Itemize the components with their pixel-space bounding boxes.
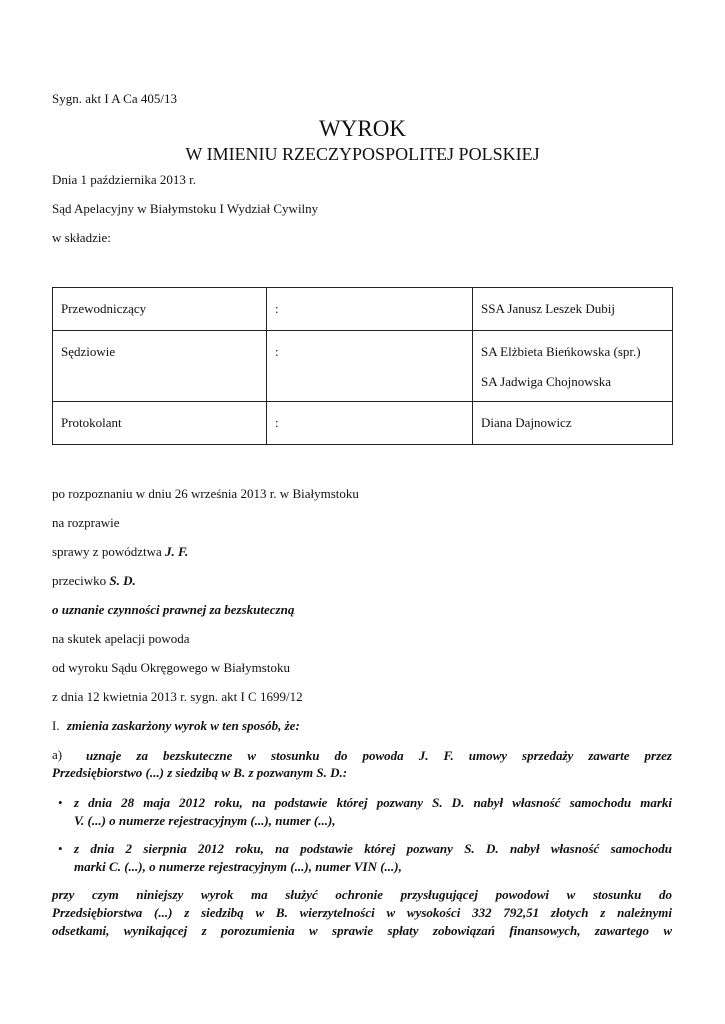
judgment-reference-line: z dnia 12 kwietnia 2013 r. sygn. akt I C 1699/12	[52, 689, 303, 704]
claim-prefix: sprawy z powództwa	[52, 544, 165, 559]
bullet-line: z dnia 28 maja 2012 roku, na podstawie której pozwany S. D. nabył własność samochodu marki	[74, 795, 672, 810]
panel-name: SA Jadwiga Chojnowska	[481, 374, 611, 389]
bullet-line: V. (...) o numerze rejestracyjnym (...), numer (...),	[74, 813, 336, 828]
sub-point-label: a)	[52, 747, 63, 762]
panel-names	[473, 331, 673, 402]
sub-point-a-line2: Przedsiębiorstwo (...) z siedzibą w B. z pozwanym S. D.:	[52, 765, 348, 780]
bullet-line: z dnia 2 sierpnia 2012 roku, na podstawie której pozwany S. D. nabył własność samochodu	[74, 841, 672, 856]
bullet-icon: •	[58, 795, 63, 810]
closing-line: przy czym niniejszy wyrok ma służyć ochronie przysługującej powodowi w stosunku do	[52, 887, 672, 902]
bullet-line: marki C. (...), o numerze rejestracyjnym (...), numer VIN (...),	[74, 859, 402, 874]
closing-line: odsetkami, wynikającej z porozumienia w sprawie spłaty zobowiązań finansowych, zawartego w	[52, 923, 672, 938]
from-judgment-line: od wyroku Sądu Okręgowego w Białymstoku	[52, 660, 290, 675]
appeal-line: na skutek apelacji powoda	[52, 631, 190, 646]
table-row	[53, 331, 673, 402]
bullet-text	[74, 840, 672, 876]
document-subtitle: W IMIENIU RZECZYPOSPOLITEJ POLSKIEJ	[185, 144, 540, 164]
panel-role: Protokolant	[53, 402, 267, 445]
document-title: WYROK	[319, 116, 406, 141]
closing-line: Przedsiębiorstwa (...) z siedzibą w B. wierzytelności w wysokości 332 792,51 złotych z należnymi	[52, 905, 672, 920]
panel-separator: :	[267, 288, 473, 331]
consideration-line: po rozpoznaniu w dniu 26 września 2013 r. w Białymstoku	[52, 486, 359, 501]
against-prefix: przeciwko	[52, 573, 110, 588]
claim-line	[52, 544, 188, 560]
panel-role: Sędziowie	[53, 331, 267, 402]
panel-separator: :	[267, 402, 473, 445]
table-row	[53, 402, 673, 445]
court-name: Sąd Apelacyjny w Białymstoku I Wydział Cywilny	[52, 201, 319, 216]
composition-label: w składzie:	[52, 230, 111, 245]
bullet-text	[74, 794, 672, 830]
sub-point-a-line1: uznaje za bezskuteczne w stosunku do powoda J. F. umowy sprzedaży zawarte przez	[86, 748, 672, 763]
point-one	[52, 718, 300, 734]
list-item	[58, 840, 672, 876]
case-subject: o uznanie czynności prawnej za bezskuteczną	[52, 602, 295, 617]
against-line	[52, 573, 136, 589]
point-number: I.	[52, 718, 60, 733]
panel-separator: :	[267, 331, 473, 402]
bullet-icon: •	[58, 841, 63, 856]
panel-name: SA Elżbieta Bieńkowska (spr.)	[481, 344, 641, 359]
panel-name: Diana Dajnowicz	[473, 402, 673, 445]
plaintiff-name: J. F.	[165, 544, 189, 559]
panel-name: SSA Janusz Leszek Dubij	[473, 288, 673, 331]
list-item	[58, 794, 672, 830]
case-signature: Sygn. akt I A Ca 405/13	[52, 91, 177, 106]
hearing-line: na rozprawie	[52, 515, 120, 530]
judgment-date: Dnia 1 października 2013 r.	[52, 172, 197, 187]
panel-role: Przewodniczący	[53, 288, 267, 331]
table-row	[53, 288, 673, 331]
point-text: zmienia zaskarżony wyrok w ten sposób, że:	[66, 718, 300, 733]
defendant-name: S. D.	[109, 573, 136, 588]
court-panel-table	[52, 287, 673, 445]
